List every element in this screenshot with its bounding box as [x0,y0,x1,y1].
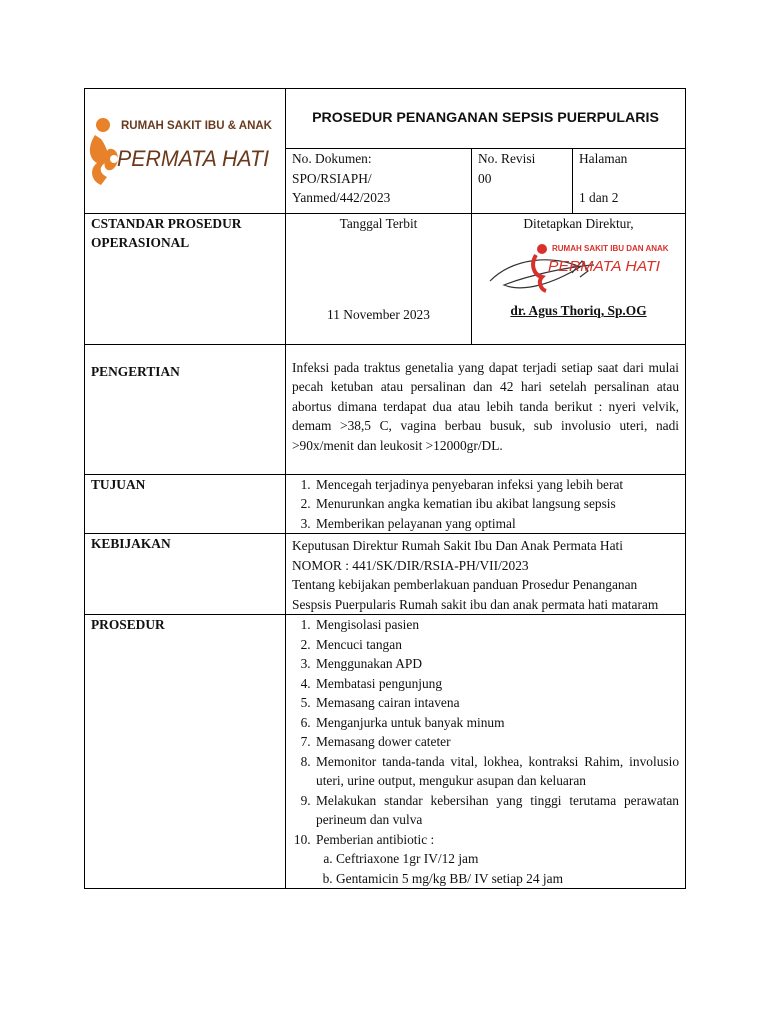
prosedur-item: 1. Mengisolasi pasien [314,615,679,635]
prosedur-item: 7. Memasang dower cateter [314,732,679,752]
document-number-cell [286,149,472,213]
prosedur-item: 9. Melakukan standar kebersihan yang tinggi terutama perawatan perineum dan vulva [314,791,679,830]
antibiotic-list [316,849,679,888]
prosedur-item: 8. Memonitor tanda-tanda vital, lokhea, kontraksi Rahim, involusio uteri, urine output, mengukur asupan dan keluaran [314,752,679,791]
tujuan-item: 1. Mencegah terjadinya penyebaran infeksi yang lebih berat [314,475,679,495]
tujuan-cell [286,474,686,534]
prosedur-item: 6. Menganjurka untuk banyak minum [314,713,679,733]
prosedur-item: 2. Mencuci tangan [314,635,679,655]
sop-label-cell [85,213,286,344]
kebijakan-cell [286,534,686,615]
issue-date-value: 11 November 2023 [327,307,430,322]
pengertian-label: PENGERTIAN [85,344,286,474]
approval-label: Ditetapkan Direktur, [523,215,634,231]
page-label: Halaman [579,151,628,167]
stamp-line2: PERMATA HATI [547,258,660,275]
revision-value: 00 [478,170,492,186]
hospital-name-line2: PERMATA HATI [117,146,269,171]
antibiotic-item: b. Gentamicin 5 mg/kg BB/ IV setiap 24 jam [336,869,679,889]
issue-date-label: Tanggal Terbit [339,215,418,231]
director-name: dr. Agus Thoriq, Sp.OG [510,303,647,318]
page-value: 1 dan 2 [579,190,619,206]
approval-cell [472,213,686,344]
hospital-name-line1: RUMAH SAKIT IBU & ANAK [121,120,272,132]
kebijakan-line2: NOMOR : 441/SK/DIR/RSIA-PH/VII/2023 [292,557,529,573]
revision-label: No. Revisi [478,151,536,167]
prosedur-list [292,615,679,888]
prosedur-label: PROSEDUR [85,615,286,889]
prosedur-item: 4. Membatasi pengunjung [314,674,679,694]
tujuan-item: 2. Menurunkan angka kematian ibu akibat langsung sepsis [314,494,679,514]
issue-date-cell [286,213,472,344]
prosedur-item-text: Pemberian antibiotic : [316,831,435,847]
page-cell [573,149,686,213]
tujuan-label: TUJUAN [85,474,286,534]
sop-label-line2: OPERASIONAL [91,235,190,250]
director-stamp-signature [484,237,674,297]
kebijakan-line1: Keputusan Direktur Rumah Sakit Ibu Dan Anak Permata Hati [292,538,623,553]
prosedur-item: 3. Menggunakan APD [314,654,679,674]
pengertian-text: Infeksi pada traktus genetalia yang dapat terjadi setiap saat dari mulai pecah ketuban atau persalinan dan 42 hari setelah persalinan atau abortus dimana terdapat dua atau lebih tanda berikut : nyeri velvik, demam >38,5 C, vagina berbau busuk, sub involusio uteri, nadi >90x/menit dan leukosit >12000gr/DL. [286,344,686,474]
kebijakan-line3: Tentang kebijakan pemberlakuan panduan Prosedur Penanganan Sespsis Puerpularis Rumah sakit ibu dan anak permata hati mataram [292,577,659,612]
document-number-line1: SPO/RSIAPH/ [292,170,372,186]
prosedur-item: 5. Memasang cairan intavena [314,693,679,713]
stamp-line1: RUMAH SAKIT IBU DAN ANAK [551,244,669,253]
document-number-label: No. Dokumen: [292,151,372,167]
sop-document-table [84,88,686,889]
kebijakan-label: KEBIJAKAN [85,534,286,615]
antibiotic-item: a. Ceftriaxone 1gr IV/12 jam [336,849,679,869]
document-number-line2: Yanmed/442/2023 [292,190,391,206]
prosedur-cell [286,615,686,889]
prosedur-item-antibiotic [314,830,679,889]
hospital-logo [85,89,286,207]
sop-label-line1: CSTANDAR PROSEDUR [91,215,242,231]
tujuan-item: 3. Memberikan pelayanan yang optimal [314,514,679,534]
document-title: PROSEDUR PENANGANAN SEPSIS PUERPULARIS [286,89,686,149]
revision-cell [472,149,573,213]
hospital-logo-cell [85,89,286,214]
tujuan-list [292,475,679,534]
